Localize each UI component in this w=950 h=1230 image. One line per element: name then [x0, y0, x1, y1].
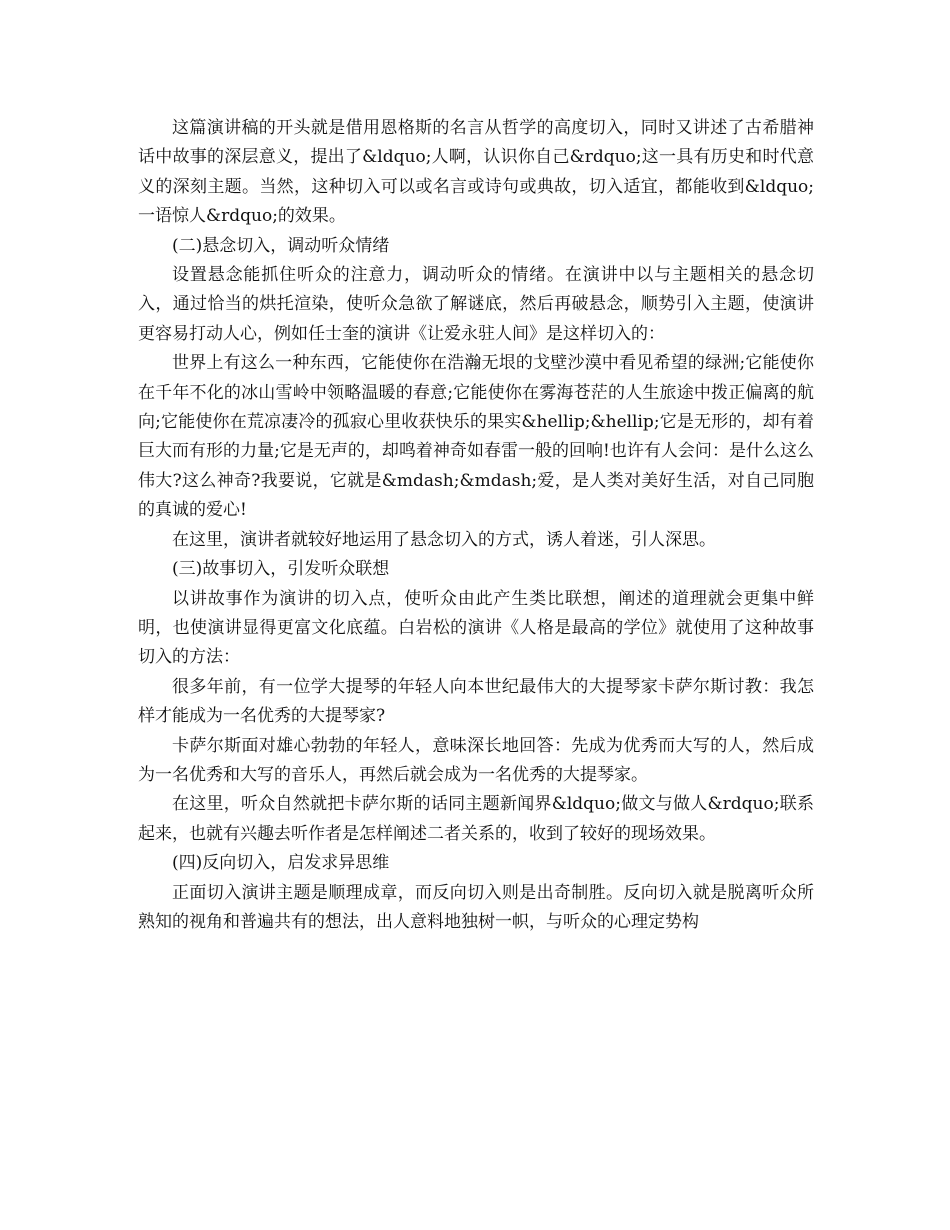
section-heading-reverse: (四)反向切入，启发求异思维 — [172, 853, 390, 874]
paragraph-suspense-commentary: 在这里，演讲者就较好地运用了悬念切入的方式，诱人着迷，引人深思。 — [172, 529, 716, 550]
paragraph-story-quote-2: 卡萨尔斯面对雄心勃勃的年轻人，意味深长地回答：先成为优秀而大写的人，然后成为一名优秀和大写的音乐人，再然后就会成为一名优秀的大提琴家。 — [138, 735, 814, 785]
paragraph-reverse-explanation: 正面切入演讲主题是顺理成章，而反向切入则是出奇制胜。反向切入就是脱离听众所熟知的视角和普遍共有的想法，出人意料地独树一帜，与听众的心理定势构 — [138, 882, 814, 932]
paragraph-suspense-explanation: 设置悬念能抓住听众的注意力，调动听众的情绪。在演讲中以与主题相关的悬念切入，通过恰当的烘托渲染，使听众急欲了解谜底，然后再破悬念，顺势引入主题，使演讲更容易打动人心，例如任士奎的演讲《让爱永驻人间》是这样切入的： — [138, 265, 814, 344]
paragraph-story-explanation: 以讲故事作为演讲的切入点，使听众由此产生类比联想，阐述的道理就会更集中鲜明，也使演讲显得更富文化底蕴。白岩松的演讲《人格是最高的学位》就使用了这种故事切入的方法： — [138, 588, 814, 668]
paragraph-story-quote-1: 很多年前，有一位学大提琴的年轻人向本世纪最伟大的大提琴家卡萨尔斯讨教：我怎样才能成为一名优秀的大提琴家? — [138, 676, 814, 727]
document-body — [138, 114, 814, 937]
paragraph-suspense-quote: 世界上有这么一种东西，它能使你在浩瀚无垠的戈壁沙漠中看见希望的绿洲;它能使你在千年不化的冰山雪岭中领略温暖的春意;它能使你在雾海苍茫的人生旅途中拨正偏离的航向;它能使你在荒凉凄冷的孤寂心里收获快乐的果实&hellip;&hellip;它是无形的，却有着巨大而有形的力量;它是无声的，却鸣着神奇如春雷一般的回响!也许有人会问：是什么这么伟大?这么神奇?我要说，它就是&mdash;&mdash;爱，是人类对美好生活，对自己同胞的真诚的爱心! — [138, 353, 814, 521]
paragraph-intro-summary: 这篇演讲稿的开头就是借用恩格斯的名言从哲学的高度切入，同时又讲述了古希腊神话中故事的深层意义，提出了&ldquo;人啊，认识你自己&rdquo;这一具有历史和时代意义的深刻主题。当然，这种切入可以或名言或诗句或典故，切入适宜，都能收到&ldquo;一语惊人&rdquo;的效果。 — [138, 118, 814, 227]
section-heading-story: (三)故事切入，引发听众联想 — [172, 559, 390, 580]
section-heading-suspense: (二)悬念切入，调动听众情绪 — [172, 235, 390, 256]
paragraph-story-commentary: 在这里，听众自然就把卡萨尔斯的话同主题新闻界&ldquo;做文与做人&rdquo;联系起来，也就有兴趣去听作者是怎样阐述二者关系的，收到了较好的现场效果。 — [138, 794, 814, 844]
